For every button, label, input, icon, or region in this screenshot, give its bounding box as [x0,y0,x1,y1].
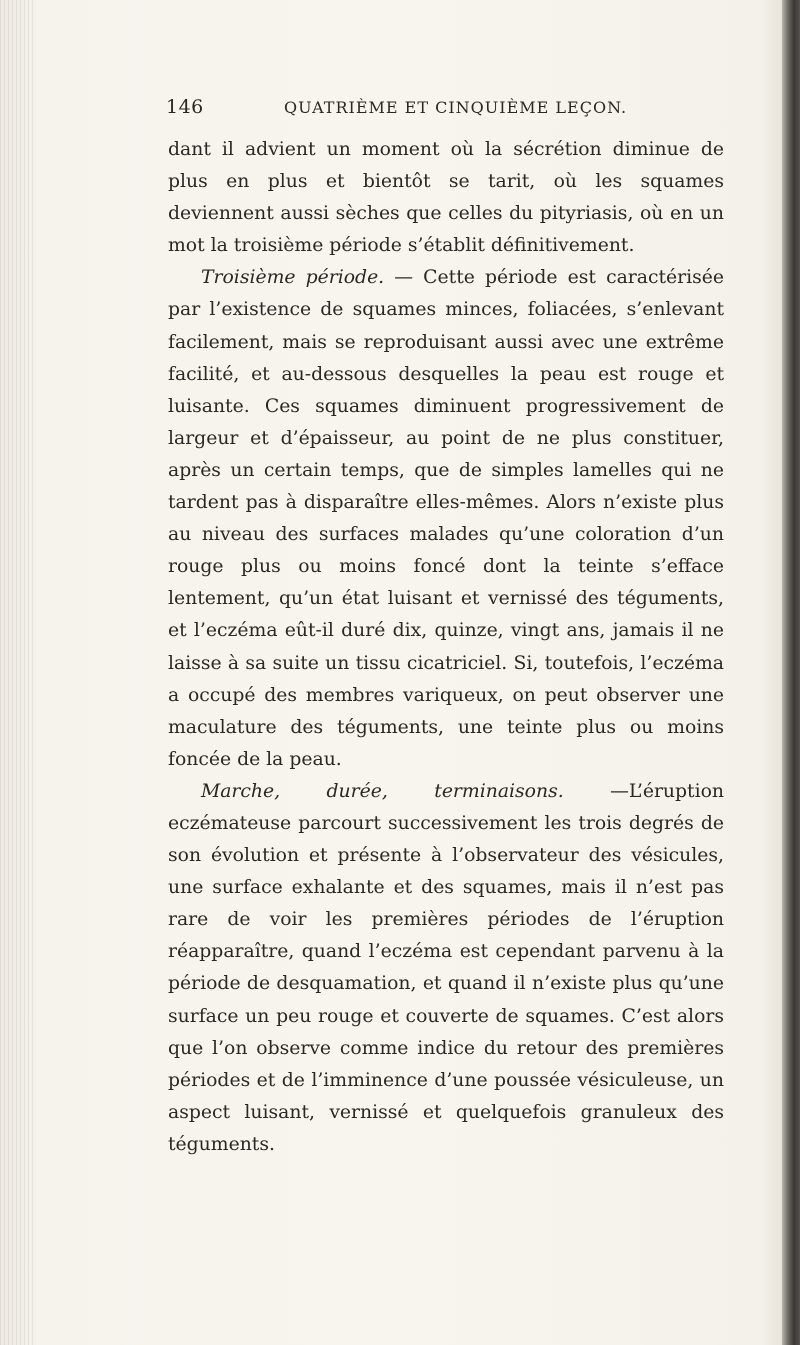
paragraph-text: —L’éruption eczémateuse parcourt successivement les trois degrés de son évolution et présente à l’observateur des vésicules, une surface exhalante et des squames, mais il n’est pas rare de voir les premières périodes de l’éruption réapparaître, quand l’eczéma est cependant parvenu à la période de desquamation, et quand il n’existe plus qu’une surface un peu rouge et couverte de squames. C’est alors que l’on observe comme indice du retour des premières périodes et de l’imminence d’une poussée vésiculeuse, un aspect luisant, vernissé et quelquefois granuleux des téguments. [168,780,725,1155]
body-text [168,134,724,1161]
paragraph-marche-duree [168,776,724,1161]
paragraph-continuation: dant il advient un moment où la sécrétion diminue de plus en plus et bientôt se tarit, où les squames deviennent aussi sèches que celles du pityriasis, où en un mot la troisième période s’établit définitivement. [168,139,724,257]
binding-edge [0,0,34,1345]
paragraph-text: — Cette période est caractérisée par l’existence de squames minces, foliacées, s’enlevant facilement, mais se reproduisant aussi avec une extrême facilité, et au-dessous desquelles la peau est rouge et luisante. Ces squames diminuent progressivement de largeur et d’épaisseur, au point de ne plus constituer, après un certain temps, que de simples lamelles qui ne tardent pas à disparaître elles-mêmes. Alors n’existe plus au niveau des surfaces malades qu’une coloration d’un rouge plus ou moins foncé dont la teinte s’efface lentement, qu’un état luisant et vernissé des téguments, et l’eczéma eût-il duré dix, quinze, vingt ans, jamais il ne laisse à sa suite un tissu cicatriciel. Si, toutefois, l’eczéma a occupé des membres variqueux, on peut observer une maculature des téguments, une teinte plus ou moins foncée de la peau. [168,267,724,770]
running-head: QUATRIÈME ET CINQUIÈME LEÇON. [284,98,628,117]
page-number: 146 [166,96,204,118]
page-edge [782,0,800,1345]
page-header [166,96,726,126]
paragraph-troisieme-periode [168,262,724,776]
section-heading-marche-duree: Marche, durée, terminaisons. [201,780,564,802]
section-heading-troisieme-periode: Troisième période. [201,267,385,289]
